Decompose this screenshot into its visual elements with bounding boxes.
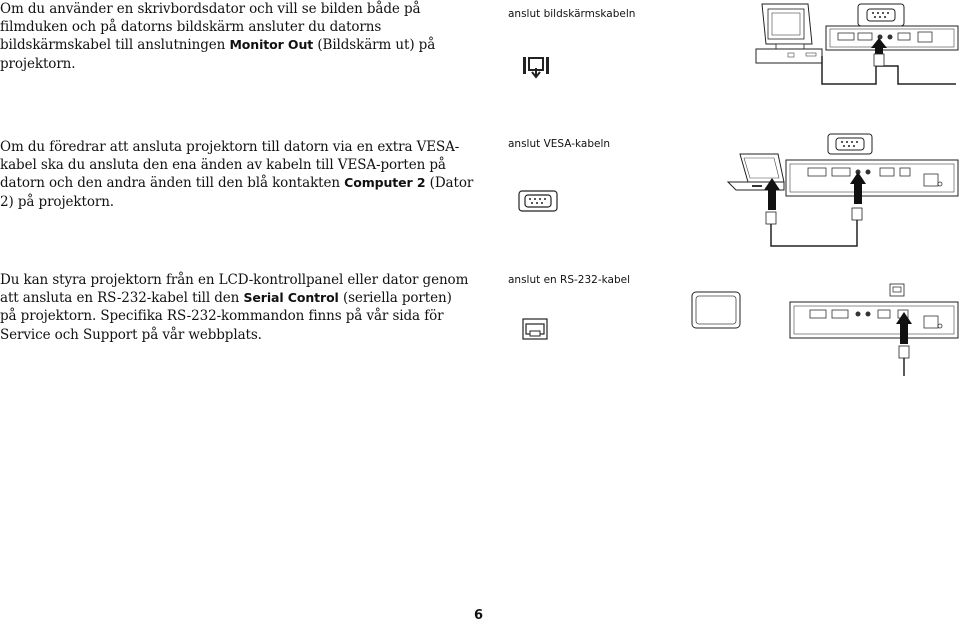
- paragraph-text: (seriella porten) på projektorn. Specifika RS-232-kommandon finns på vår sida för Service och Support på vår webbplats.: [0, 290, 452, 343]
- paragraph-text: Du kan styra projektorn från en LCD-kontrollpanel eller dator genom att ansluta en RS-232-kabel till den: [0, 272, 469, 307]
- figure-caption: anslut en RS-232-kabel: [508, 274, 630, 286]
- paragraph-text: (Dator 2) på projektorn.: [0, 175, 474, 210]
- paragraph-vesa: [0, 138, 478, 211]
- bold-term: Computer 2: [344, 175, 426, 191]
- vesa-connection-diagram: [722, 130, 960, 254]
- paragraph-text: Om du använder en skrivbordsdator och vill se bilden både på filmduken och på datorns bildskärm ansluter du datorns bildskärmskabel till anslutningen: [0, 1, 421, 54]
- bold-term: Monitor Out: [229, 37, 314, 53]
- figure-caption: anslut bildskärmskabeln: [508, 8, 636, 20]
- serial-connection-diagram: [690, 282, 960, 378]
- paragraph-serial: [0, 271, 470, 344]
- figure-caption: anslut VESA-kabeln: [508, 138, 611, 150]
- paragraph-monitor-out: [0, 0, 470, 73]
- vesa-port-icon: [518, 190, 558, 212]
- paragraph-text: (Bildskärm ut) på projektorn.: [0, 37, 436, 72]
- serial-port-icon: [522, 318, 548, 340]
- bold-term: Serial Control: [243, 290, 339, 306]
- page-number: 6: [474, 608, 484, 623]
- paragraph-text: Om du föredrar att ansluta projektorn till datorn via en extra VESA-kabel ska du ansluta den ena änden av kabeln till VESA-porten på datorn och den andra änden till den blå kontakten: [0, 139, 460, 192]
- monitor-connection-diagram: [748, 0, 960, 92]
- monitor-out-icon: [522, 54, 550, 80]
